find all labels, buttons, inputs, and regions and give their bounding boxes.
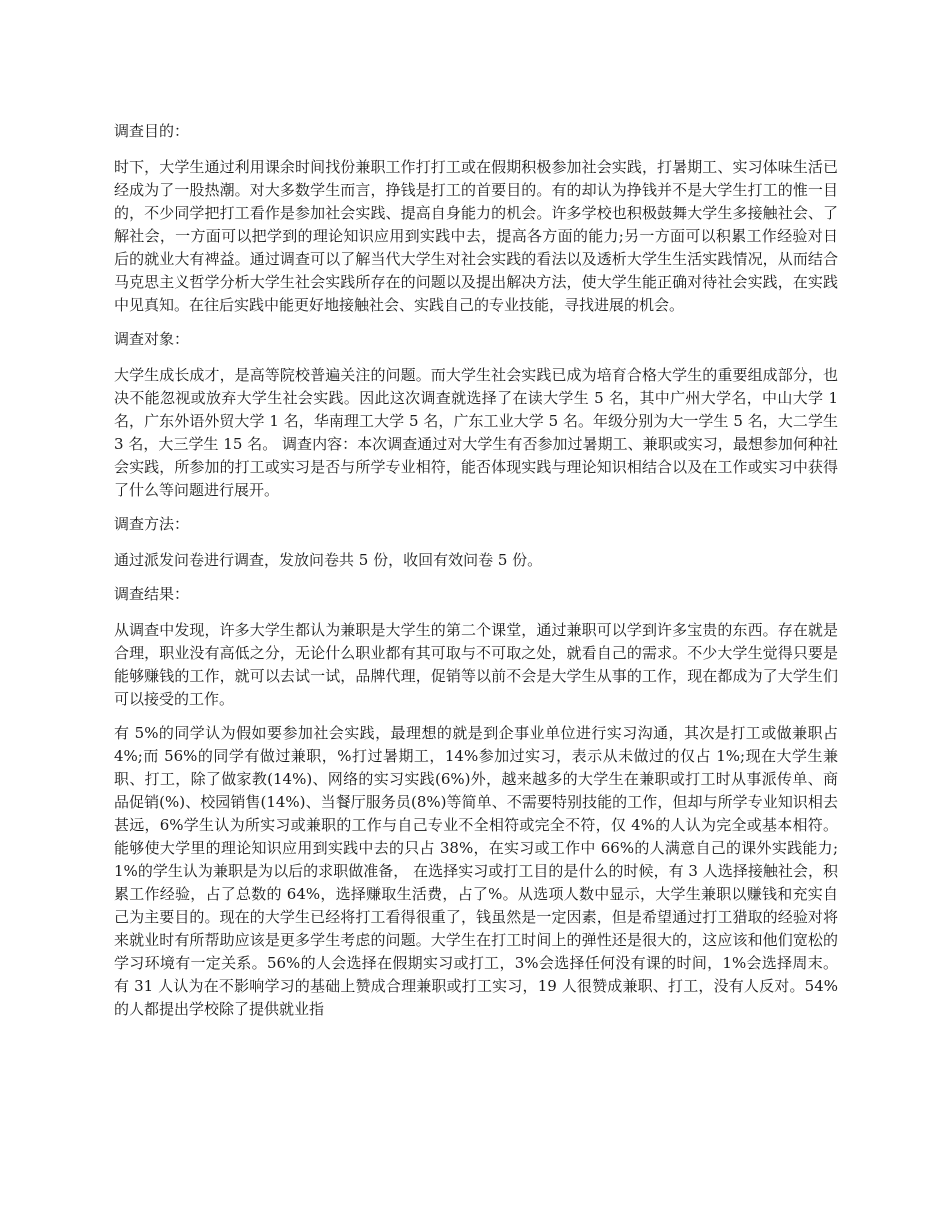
section-heading-method: 调查方法： [114, 515, 190, 533]
paragraph-results-2: 有 5%的同学认为假如要参加社会实践，最理想的就是到企事业单位进行实习沟通，其次是打工或做兼职占 4%;而 56%的同学有做过兼职，%打过暑期工，14%参加过实习，表示从未做过的仅占 1%;现在大学生兼职、打工，除了做家教(14%)、网络的实习实践(6%)外，越来越多的大学生在兼职或打工时从事派传单、商品促销(%)、校园销售(14%)、当餐厅服务员(8%)等简单、不需要特别技能的工作，但却与所学专业知识相去甚远，6%学生认为所实习或兼职的工作与自己专业不全相符或完全不符，仅 4%的人认为完全或基本相符。能够使大学里的理论知识应用到实践中去的只占 38%，在实习或工作中 66%的人满意自己的课外实践能力;1%的学生认为兼职是为以后的求职做准备， 在选择实习或打工目的是什么的时候，有 3 人选择接触社会，积累工作经验，占了总数的 64%，选择赚取生活费，占了%。从选项人数中显示，大学生兼职以赚钱和充实自己为主要目的。现在的大学生已经将打工看得很重了，钱虽然是一定因素，但是希望通过打工猎取的经验对将来就业时有所帮助应该是更多学生考虑的问题。大学生在打工时间上的弹性还是很大的，这应该和他们宽松的学习环境有一定关系。56%的人会选择在假期实习或打工，3%会选择任何没有课的时间，1%会选择周末。有 31 人认为在不影响学习的基础上赞成合理兼职或打工实习，19 人很赞成兼职、打工，没有人反对。54%的人都提出学校除了提供就业指 [114, 724, 838, 1018]
document-page [114, 120, 838, 1032]
paragraph-subjects: 大学生成长成才，是高等院校普遍关注的问题。而大学生社会实践已成为培育合格大学生的重要组成部分，也决不能忽视或放弃大学生社会实践。因此这次调查就选择了在读大学生 5 名，其中广州大学名，中山大学 1 名，广东外语外贸大学 1 名，华南理工大学 5 名，广东工业大学 5 名。年级分别为大一学生 5 名，大二学生 3 名，大三学生 15 名。 调查内容：本次调查通过对大学生有否参加过暑期工、兼职或实习，最想参加何种社会实践，所参加的打工或实习是否与所学专业相符，能否体现实践与理论知识相结合以及在工作或实习中获得了什么等问题进行展开。 [114, 366, 838, 499]
paragraph-purpose: 时下，大学生通过利用课余时间找份兼职工作打打工或在假期积极参加社会实践，打暑期工、实习体味生活已经成为了一股热潮。对大多数学生而言，挣钱是打工的首要目的。有的却认为挣钱并不是大学生打工的惟一目的，不少同学把打工看作是参加社会实践、提高自身能力的机会。许多学校也积极鼓舞大学生多接触社会、了解社会，一方面可以把学到的理论知识应用到实践中去，提高各方面的能力;另一方面可以积累工作经验对日后的就业大有裨益。通过调查可以了解当代大学生对社会实践的看法以及透析大学生生活实践情况，从而结合马克思主义哲学分析大学生社会实践所存在的问题以及提出解决方法，使大学生能正确对待社会实践，在实践中见真知。在往后实践中能更好地接触社会、实践自己的专业技能，寻找进展的机会。 [114, 158, 838, 314]
section-purpose [114, 120, 838, 317]
section-method [114, 513, 838, 572]
paragraph-results-1: 从调查中发现，许多大学生都认为兼职是大学生的第二个课堂，通过兼职可以学到许多宝贵的东西。存在就是合理，职业没有高低之分，无论什么职业都有其可取与不可取之处，就看自己的需求。不少大学生觉得只要是能够赚钱的工作，就可以去试一试，品牌代理，促销等以前不会是大学生从事的工作，现在都成为了大学生们可以接受的工作。 [114, 621, 838, 708]
section-results [114, 583, 838, 1021]
section-heading-results: 调查结果： [114, 585, 190, 603]
section-subjects [114, 328, 838, 502]
section-heading-purpose: 调查目的： [114, 122, 190, 140]
section-heading-subjects: 调查对象： [114, 330, 190, 348]
paragraph-method: 通过派发问卷进行调查，发放问卷共 5 份，收回有效问卷 5 份。 [114, 551, 543, 569]
